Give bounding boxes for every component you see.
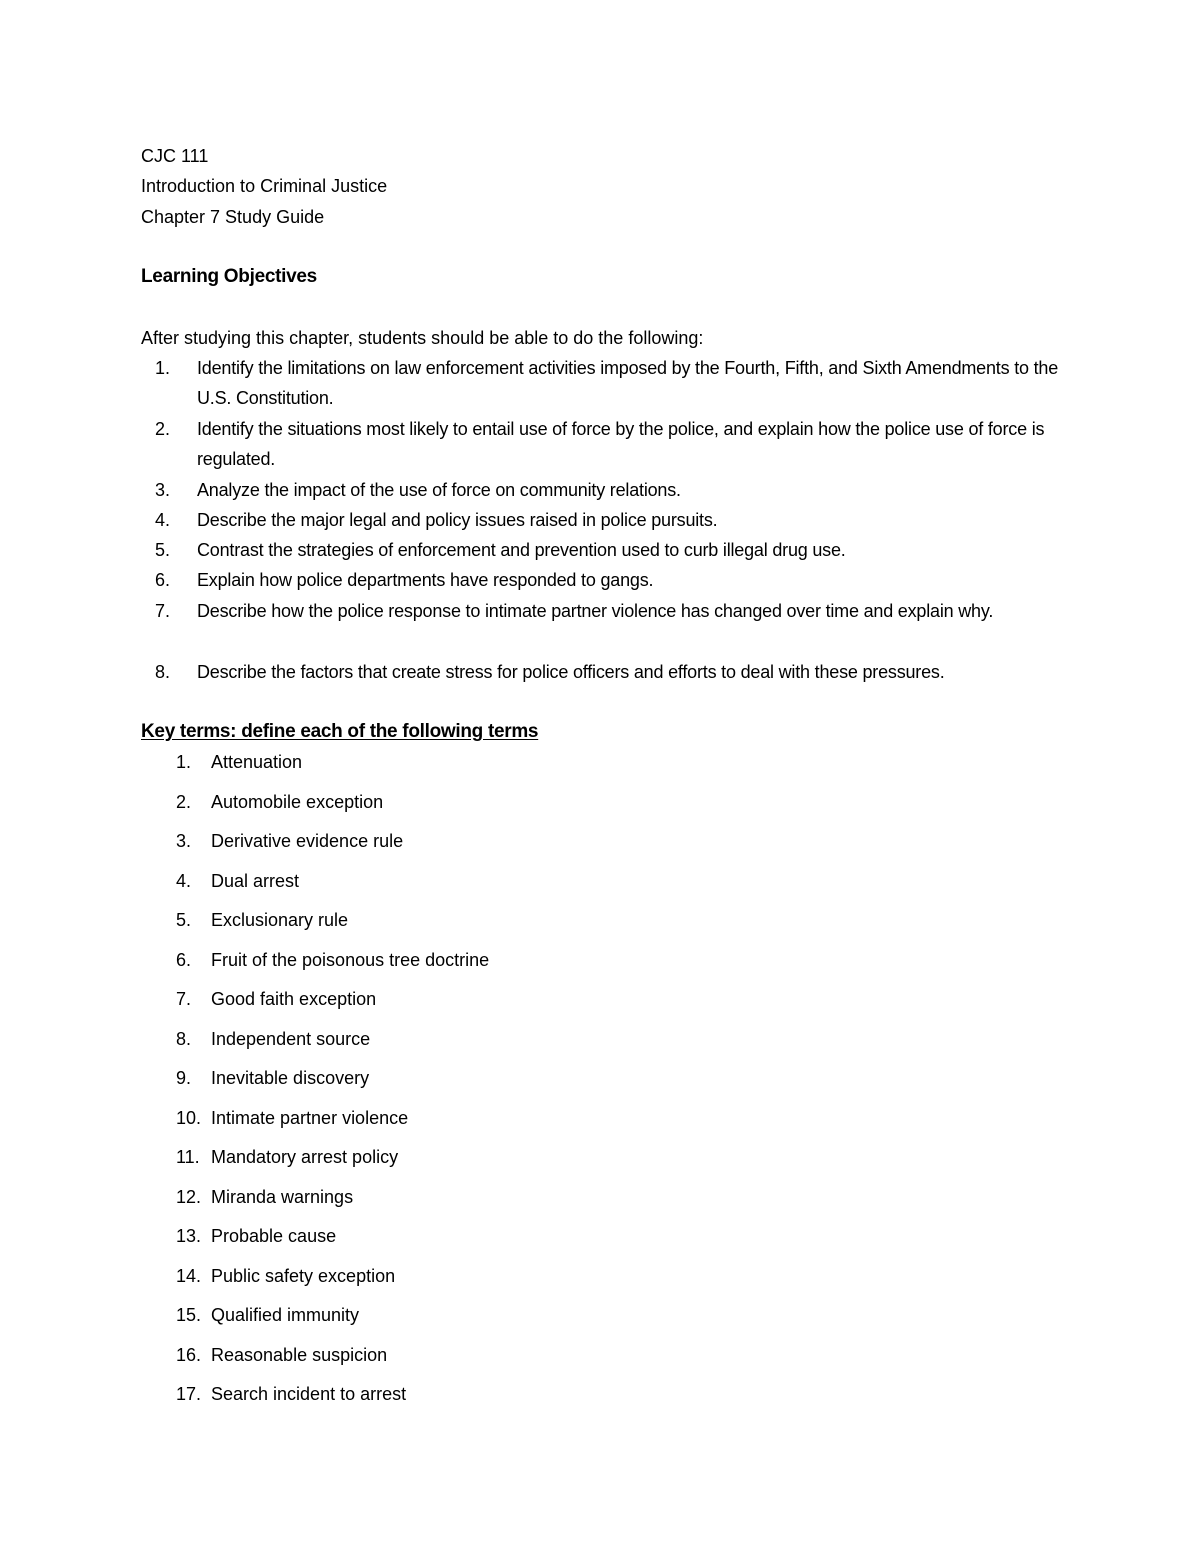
term-number: 2. [176,792,192,812]
term-number: 5. [176,910,192,930]
term-number: 7. [176,989,192,1009]
term-text: Public safety exception [211,1266,396,1286]
term-text: Intimate partner violence [211,1108,409,1128]
objective-text: Describe the major legal and policy issues raised in police pursuits. [197,510,718,530]
objective-number: 5. [155,540,171,560]
term-number: 9. [176,1068,192,1088]
term-number: 14. [176,1266,202,1286]
course-title: Introduction to Criminal Justice [141,176,388,196]
term-text: Probable cause [211,1226,337,1246]
term-text: Dual arrest [211,871,300,891]
objective-text: Describe the factors that create stress for police officers and efforts to deal with these pressures. [197,662,945,682]
term-number: 17. [176,1384,202,1404]
term-number: 4. [176,871,192,891]
term-number: 6. [176,950,192,970]
objective-number: 2. [155,419,171,439]
term-text: Mandatory arrest policy [211,1147,399,1167]
objective-number: 7. [155,601,171,621]
course-code: CJC 111 [141,146,209,166]
term-number: 13. [176,1226,202,1246]
key-terms-heading: Key terms: define each of the following terms [141,721,539,742]
guide-title: Chapter 7 Study Guide [141,207,325,227]
objective-number: 3. [155,480,171,500]
objective-number: 4. [155,510,171,530]
objective-text: Explain how police departments have responded to gangs. [197,570,654,590]
term-text: Good faith exception [211,989,377,1009]
objective-text: Contrast the strategies of enforcement and prevention used to curb illegal drug use. [197,540,846,560]
term-number: 12. [176,1187,202,1207]
objective-text: Analyze the impact of the use of force on community relations. [197,480,681,500]
term-text: Automobile exception [211,792,384,812]
term-text: Inevitable discovery [211,1068,370,1088]
term-number: 10. [176,1108,202,1128]
objective-text: Identify the situations most likely to entail use of force by the police, and explain how the police use of force is regulated. [197,419,1045,470]
term-text: Qualified immunity [211,1305,360,1325]
learning-objectives-heading: Learning Objectives [141,266,317,287]
term-text: Attenuation [211,752,303,772]
term-text: Derivative evidence rule [211,831,404,851]
term-text: Miranda warnings [211,1187,354,1207]
term-number: 16. [176,1345,202,1365]
term-text: Fruit of the poisonous tree doctrine [211,950,490,970]
term-number: 8. [176,1029,192,1049]
objective-text: Identify the limitations on law enforcement activities imposed by the Fourth, Fifth, and Sixth Amendments to the U.S. Constitution. [197,358,1059,409]
term-text: Independent source [211,1029,371,1049]
objectives-intro: After studying this chapter, students should be able to do the following: [141,328,704,348]
term-number: 3. [176,831,192,851]
objective-text: Describe how the police response to intimate partner violence has changed over time and explain why. [197,601,994,621]
term-number: 15. [176,1305,202,1325]
term-number: 1. [176,752,192,772]
objective-number: 8. [155,662,171,682]
term-text: Exclusionary rule [211,910,349,930]
objective-number: 1. [155,358,171,378]
objective-number: 6. [155,570,171,590]
term-text: Reasonable suspicion [211,1345,388,1365]
term-number: 11. [176,1147,200,1167]
term-text: Search incident to arrest [211,1384,407,1404]
